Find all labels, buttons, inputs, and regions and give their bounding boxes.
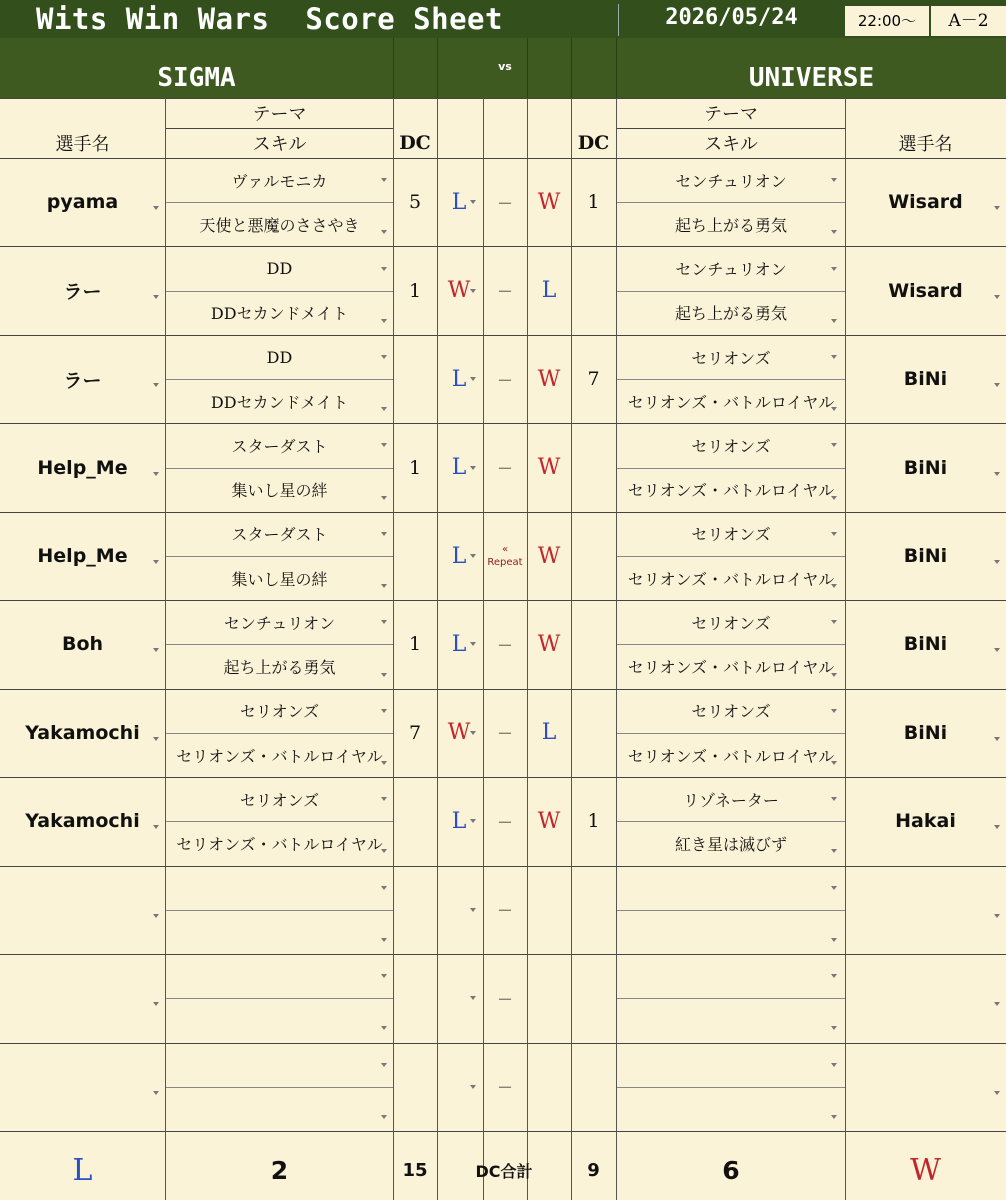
match-separator: － [496, 635, 513, 655]
left-theme-select[interactable]: スターダスト [231, 525, 328, 545]
left-theme-select[interactable]: スターダスト [231, 436, 328, 456]
right-skill-select[interactable]: セリオンズ・バトルロイヤル [627, 392, 835, 412]
right-player-dropdown-icon[interactable] [994, 295, 1000, 299]
right-player-dropdown-icon[interactable] [994, 737, 1000, 741]
right-theme-select[interactable]: リゾネーター [683, 790, 779, 810]
row-divider [617, 128, 845, 129]
left-dc-value: 1 [408, 456, 422, 479]
left-player-dropdown-icon[interactable] [153, 472, 159, 476]
right-player-select[interactable]: Hakai [895, 810, 956, 833]
row-divider [166, 468, 393, 469]
right-theme-select[interactable]: セリオンズ [691, 348, 771, 368]
right-player-select[interactable]: BiNi [903, 721, 948, 744]
left-skill-select[interactable]: セリオンズ・バトルロイヤル [176, 746, 383, 766]
left-theme-dropdown-icon[interactable] [381, 267, 387, 271]
right-theme-dropdown-icon[interactable] [831, 178, 837, 182]
right-player-select[interactable]: BiNi [903, 456, 948, 479]
right-theme-dropdown-icon[interactable] [831, 797, 837, 801]
left-result-dropdown-icon[interactable] [470, 996, 476, 1000]
right-skill-select[interactable]: セリオンズ・バトルロイヤル [627, 658, 835, 678]
row-divider [0, 777, 1006, 778]
header-dc-right: DC [577, 132, 610, 154]
right-player-select[interactable]: BiNi [903, 545, 948, 568]
right-dc-total: 9 [587, 1159, 600, 1181]
right-result-value: L [541, 720, 557, 746]
left-theme-select[interactable] [166, 866, 393, 910]
row-divider [617, 202, 845, 203]
right-player-dropdown-icon[interactable] [994, 1091, 1000, 1095]
match-separator: － [496, 812, 513, 832]
left-result-dropdown-icon[interactable] [470, 289, 476, 293]
left-skill-select[interactable]: DDセカンドメイト [210, 392, 349, 412]
left-skill-dropdown-icon[interactable] [381, 1026, 387, 1030]
band-divider [571, 38, 572, 98]
left-skill-dropdown-icon[interactable] [381, 584, 387, 588]
left-skill-dropdown-icon[interactable] [381, 496, 387, 500]
dc-total-label: DC合計 [475, 1161, 533, 1181]
row-divider [0, 689, 1006, 690]
header-skill-right: スキル [704, 134, 758, 155]
row-divider [617, 998, 845, 999]
right-dc-value: 7 [587, 368, 600, 391]
left-skill-dropdown-icon[interactable] [381, 407, 387, 411]
left-theme-dropdown-icon[interactable] [381, 355, 387, 359]
right-theme-select[interactable] [617, 1043, 845, 1087]
right-theme-select[interactable]: センチュリオン [675, 171, 787, 191]
row-divider [166, 1087, 393, 1088]
row-divider [0, 246, 1006, 247]
column-divider [845, 98, 846, 1200]
right-skill-select[interactable]: 紅き星は滅びず [674, 834, 787, 854]
left-skill-dropdown-icon[interactable] [381, 319, 387, 323]
match-separator: － [496, 901, 513, 921]
right-player-select[interactable]: Wisard [888, 279, 963, 302]
band-divider [437, 38, 438, 98]
match-separator: － [496, 282, 513, 302]
match-separator: － [496, 370, 513, 390]
repeat-mark: « [501, 544, 509, 556]
right-theme-dropdown-icon[interactable] [831, 355, 837, 359]
left-theme-select[interactable] [166, 1043, 393, 1087]
row-divider [166, 202, 393, 203]
left-team-result: L [72, 1152, 93, 1188]
right-skill-dropdown-icon[interactable] [831, 938, 837, 942]
right-dc-value [571, 423, 616, 511]
right-theme-dropdown-icon[interactable] [831, 886, 837, 890]
row-divider [166, 733, 393, 734]
row-divider [0, 866, 1006, 867]
left-result-dropdown-icon[interactable] [470, 466, 476, 470]
left-theme-dropdown-icon[interactable] [381, 709, 387, 713]
right-player-select[interactable]: Wisard [888, 191, 963, 214]
repeat-label: Repeat [487, 557, 523, 569]
band-divider [393, 38, 394, 98]
left-result-dropdown-icon[interactable] [470, 731, 476, 735]
row-divider [166, 821, 393, 822]
right-result-value: W [537, 455, 561, 481]
row-divider [617, 733, 845, 734]
left-player-select[interactable] [0, 954, 165, 1042]
right-skill-dropdown-icon[interactable] [831, 230, 837, 234]
left-player-dropdown-icon[interactable] [153, 206, 159, 210]
match-time: 22:00～ [845, 6, 929, 36]
left-theme-select[interactable]: DD [266, 259, 293, 279]
header-player-right: 選手名 [898, 134, 953, 155]
right-player-dropdown-icon[interactable] [994, 1002, 1000, 1006]
team-right-name: UNIVERSE [748, 63, 875, 93]
left-theme-dropdown-icon[interactable] [381, 178, 387, 182]
row-divider [617, 556, 845, 557]
column-divider [483, 98, 484, 1200]
right-dc-value: 1 [587, 810, 600, 833]
right-result-value: L [541, 278, 557, 304]
right-theme-dropdown-icon[interactable] [831, 443, 837, 447]
left-theme-dropdown-icon[interactable] [381, 1063, 387, 1067]
left-player-dropdown-icon[interactable] [153, 295, 159, 299]
right-result-value [527, 1043, 571, 1131]
match-separator: － [496, 193, 513, 213]
left-dc-value [393, 866, 437, 954]
left-player-dropdown-icon[interactable] [153, 560, 159, 564]
row-divider [166, 644, 393, 645]
left-theme-select[interactable]: セリオンズ [239, 702, 320, 722]
left-result-select[interactable]: L [451, 366, 467, 392]
right-theme-dropdown-icon[interactable] [831, 1063, 837, 1067]
left-theme-select[interactable]: セリオンズ [239, 790, 320, 810]
left-result-dropdown-icon[interactable] [470, 1085, 476, 1089]
left-skill-select[interactable] [166, 998, 393, 1042]
left-dc-value [393, 1043, 437, 1131]
row-divider [617, 910, 845, 911]
right-skill-dropdown-icon[interactable] [831, 1115, 837, 1119]
left-team-score: 2 [270, 1155, 289, 1185]
left-skill-select[interactable] [166, 910, 393, 954]
right-skill-dropdown-icon[interactable] [831, 584, 837, 588]
row-divider [0, 1131, 1006, 1132]
right-theme-dropdown-icon[interactable] [831, 620, 837, 624]
column-divider [437, 98, 438, 1200]
left-skill-select[interactable]: 起ち上がる勇気 [223, 658, 336, 678]
left-skill-select[interactable]: 集いし星の絆 [231, 481, 328, 501]
match-block: A－2 [931, 6, 1006, 36]
match-separator: － [496, 1078, 513, 1098]
title-bar [0, 0, 1006, 38]
left-theme-dropdown-icon[interactable] [381, 797, 387, 801]
right-theme-select[interactable] [617, 866, 845, 910]
match-separator [483, 512, 527, 600]
left-theme-dropdown-icon[interactable] [381, 620, 387, 624]
left-player-dropdown-icon[interactable] [153, 914, 159, 918]
right-theme-select[interactable] [617, 954, 845, 998]
left-result-select[interactable]: L [451, 543, 467, 569]
row-divider [166, 556, 393, 557]
left-player-select[interactable]: Boh [61, 633, 104, 656]
right-player-select[interactable]: BiNi [903, 368, 948, 391]
left-skill-dropdown-icon[interactable] [381, 230, 387, 234]
right-result-value [527, 954, 571, 1042]
left-player-dropdown-icon[interactable] [153, 648, 159, 652]
row-divider [166, 128, 393, 129]
right-dc-value [571, 866, 616, 954]
right-theme-select[interactable]: セリオンズ [691, 613, 771, 633]
left-result-dropdown-icon[interactable] [470, 554, 476, 558]
left-skill-select[interactable]: セリオンズ・バトルロイヤル [176, 834, 383, 854]
left-player-select[interactable]: ラー [63, 281, 102, 304]
header-player-left: 選手名 [55, 134, 110, 155]
right-dc-value [571, 246, 616, 334]
left-dc-value: 5 [408, 191, 422, 214]
right-theme-dropdown-icon[interactable] [831, 709, 837, 713]
left-result-dropdown-icon[interactable] [470, 819, 476, 823]
right-skill-select[interactable]: 起ち上がる勇気 [674, 215, 787, 235]
right-skill-dropdown-icon[interactable] [831, 673, 837, 677]
column-divider [393, 98, 394, 1200]
column-divider [527, 98, 528, 1200]
row-divider [617, 468, 845, 469]
right-skill-select[interactable]: セリオンズ・バトルロイヤル [627, 746, 835, 766]
right-skill-select[interactable]: セリオンズ・バトルロイヤル [627, 569, 835, 589]
left-dc-value [393, 335, 437, 423]
right-team-result: W [910, 1152, 941, 1188]
right-player-dropdown-icon[interactable] [994, 648, 1000, 652]
right-skill-dropdown-icon[interactable] [831, 407, 837, 411]
left-result-select[interactable]: L [451, 631, 467, 657]
left-player-select[interactable]: Help_Me [37, 545, 128, 568]
row-divider [166, 910, 393, 911]
header-theme-left: テーマ [252, 104, 307, 125]
right-skill-dropdown-icon[interactable] [831, 496, 837, 500]
right-result-value: W [537, 631, 561, 657]
left-dc-value [393, 777, 437, 865]
left-player-select[interactable]: pyama [46, 191, 119, 214]
right-player-dropdown-icon[interactable] [994, 560, 1000, 564]
right-theme-dropdown-icon[interactable] [831, 532, 837, 536]
row-divider [617, 644, 845, 645]
match-separator: － [496, 459, 513, 479]
row-divider [0, 512, 1006, 513]
match-date: 2026/05/24 [665, 5, 798, 30]
left-skill-dropdown-icon[interactable] [381, 849, 387, 853]
left-dc-value: 7 [408, 721, 422, 744]
left-skill-select[interactable] [166, 1087, 393, 1131]
row-divider [617, 821, 845, 822]
right-skill-dropdown-icon[interactable] [831, 849, 837, 853]
right-result-value: W [537, 189, 561, 215]
left-player-select[interactable]: Yakamochi [25, 810, 140, 833]
right-dc-value [571, 512, 616, 600]
left-player-select[interactable] [0, 866, 165, 954]
row-divider [617, 379, 845, 380]
column-divider [616, 98, 617, 1200]
left-theme-dropdown-icon[interactable] [381, 443, 387, 447]
left-result-select[interactable]: L [451, 455, 467, 481]
left-dc-value [393, 512, 437, 600]
right-player-dropdown-icon[interactable] [994, 914, 1000, 918]
left-player-select[interactable]: Help_Me [37, 456, 128, 479]
right-skill-select[interactable]: 起ち上がる勇気 [674, 304, 787, 324]
right-player-select[interactable] [845, 1043, 1006, 1131]
left-dc-value: 1 [408, 279, 422, 302]
right-theme-select[interactable]: セリオンズ [691, 436, 771, 456]
row-divider [617, 291, 845, 292]
left-result-select[interactable]: L [451, 189, 467, 215]
right-theme-dropdown-icon[interactable] [831, 267, 837, 271]
right-skill-dropdown-icon[interactable] [831, 319, 837, 323]
left-theme-select[interactable]: ヴァルモニカ [231, 171, 328, 191]
row-divider [0, 423, 1006, 424]
right-player-select[interactable]: BiNi [903, 633, 948, 656]
row-divider [0, 600, 1006, 601]
right-player-dropdown-icon[interactable] [994, 825, 1000, 829]
left-skill-dropdown-icon[interactable] [381, 673, 387, 677]
right-dc-value: 1 [587, 191, 600, 214]
match-separator: － [496, 989, 513, 1009]
right-skill-dropdown-icon[interactable] [831, 761, 837, 765]
row-divider [166, 291, 393, 292]
row-divider [0, 98, 1006, 99]
left-player-dropdown-icon[interactable] [153, 737, 159, 741]
right-player-select[interactable] [845, 866, 1006, 954]
right-dc-value [571, 600, 616, 688]
row-divider [0, 1043, 1006, 1044]
left-skill-dropdown-icon[interactable] [381, 761, 387, 765]
left-skill-dropdown-icon[interactable] [381, 938, 387, 942]
header-theme-right: テーマ [704, 104, 758, 125]
right-player-dropdown-icon[interactable] [994, 472, 1000, 476]
left-theme-dropdown-icon[interactable] [381, 974, 387, 978]
right-skill-select[interactable]: セリオンズ・バトルロイヤル [627, 481, 835, 501]
left-skill-select[interactable]: DDセカンドメイト [210, 304, 349, 324]
left-player-dropdown-icon[interactable] [153, 1091, 159, 1095]
right-skill-dropdown-icon[interactable] [831, 1026, 837, 1030]
row-divider [617, 1087, 845, 1088]
left-player-select[interactable]: Yakamochi [25, 721, 140, 744]
right-result-value: W [537, 808, 561, 834]
left-skill-select[interactable]: 天使と悪魔のささやき [199, 215, 360, 235]
left-player-dropdown-icon[interactable] [153, 383, 159, 387]
left-result-dropdown-icon[interactable] [470, 377, 476, 381]
vs-label: vs [498, 60, 512, 73]
left-player-dropdown-icon[interactable] [153, 1002, 159, 1006]
left-theme-select[interactable] [166, 954, 393, 998]
left-theme-dropdown-icon[interactable] [381, 886, 387, 890]
left-skill-select[interactable]: 集いし星の絆 [231, 569, 328, 589]
left-player-select[interactable] [0, 1043, 165, 1131]
right-player-select[interactable] [845, 954, 1006, 1042]
right-result-value: W [537, 543, 561, 569]
left-result-select[interactable]: W [447, 278, 471, 304]
right-dc-value [571, 1043, 616, 1131]
right-dc-value [571, 689, 616, 777]
row-divider [166, 379, 393, 380]
left-result-dropdown-icon[interactable] [470, 200, 476, 204]
left-skill-dropdown-icon[interactable] [381, 1115, 387, 1119]
sheet-title: Wits Win Wars Score Sheet [36, 2, 503, 36]
right-dc-value [571, 954, 616, 1042]
left-dc-total: 15 [402, 1159, 428, 1181]
right-theme-select[interactable]: セリオンズ [691, 702, 771, 722]
left-theme-select[interactable]: センチュリオン [223, 613, 336, 633]
right-team-score: 6 [722, 1155, 740, 1185]
right-skill-select[interactable] [617, 1087, 845, 1131]
right-skill-select[interactable] [617, 910, 845, 954]
left-player-select[interactable]: ラー [63, 369, 102, 392]
row-divider [0, 158, 1006, 159]
header-dc-left: DC [399, 132, 431, 154]
right-result-value [527, 866, 571, 954]
left-dc-value: 1 [408, 633, 422, 656]
row-divider [166, 998, 393, 999]
left-dc-value [393, 954, 437, 1042]
right-player-dropdown-icon[interactable] [994, 206, 1000, 210]
right-player-dropdown-icon[interactable] [994, 383, 1000, 387]
header-skill-left: スキル [252, 134, 307, 155]
team-left-name: SIGMA [157, 63, 236, 93]
team-band [0, 38, 1006, 98]
left-result-select[interactable]: W [447, 720, 471, 746]
left-result-select[interactable]: L [451, 808, 467, 834]
right-theme-select[interactable]: セリオンズ [691, 525, 771, 545]
right-theme-dropdown-icon[interactable] [831, 974, 837, 978]
row-divider [0, 335, 1006, 336]
left-result-dropdown-icon[interactable] [470, 642, 476, 646]
band-divider [527, 38, 528, 98]
left-result-dropdown-icon[interactable] [470, 908, 476, 912]
right-result-value: W [537, 366, 561, 392]
right-theme-select[interactable]: センチュリオン [675, 260, 787, 280]
match-separator: － [496, 724, 513, 744]
column-divider [165, 98, 166, 1200]
row-divider [0, 954, 1006, 955]
right-skill-select[interactable] [617, 998, 845, 1042]
left-theme-dropdown-icon[interactable] [381, 532, 387, 536]
left-theme-select[interactable]: DD [266, 347, 293, 367]
column-divider [571, 98, 572, 1200]
left-player-dropdown-icon[interactable] [153, 825, 159, 829]
